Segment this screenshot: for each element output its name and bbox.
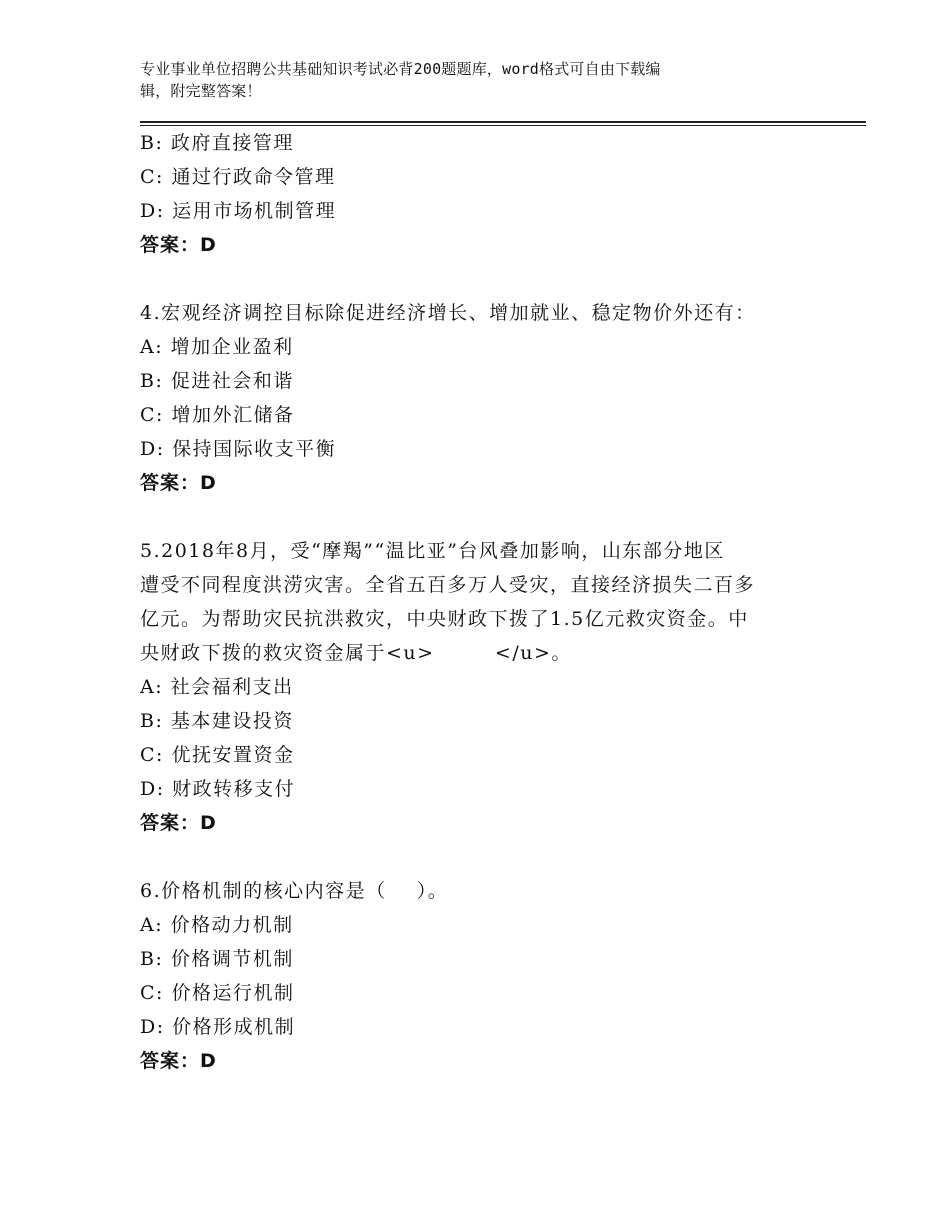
- answer: 答案：D: [140, 472, 217, 494]
- option-c: C: 增加外汇储备: [140, 404, 295, 426]
- option-b: B: 基本建设投资: [140, 710, 294, 732]
- answer: 答案：D: [140, 1050, 217, 1072]
- header-line-1: 专业事业单位招聘公共基础知识考试必背200题题库，word格式可自由下载编: [140, 60, 661, 78]
- option-a: A: 增加企业盈利: [140, 336, 294, 358]
- option-d: D: 财政转移支付: [140, 778, 296, 800]
- question-5: [140, 534, 820, 840]
- question-stem: 4.宏观经济调控目标除促进经济增长、增加就业、稳定物价外还有：: [140, 302, 756, 324]
- question-stem-line: 央财政下拨的救灾资金属于<u> </u>。: [140, 642, 572, 664]
- question-list: [140, 126, 820, 1078]
- option-a: A: 社会福利支出: [140, 676, 294, 698]
- header-line-2: 辑，附完整答案！: [140, 82, 262, 100]
- answer: 答案：D: [140, 812, 217, 834]
- spacer: [140, 262, 820, 296]
- option-c: C: 优抚安置资金: [140, 744, 295, 766]
- option-b: B: 政府直接管理: [140, 132, 294, 154]
- question-4: [140, 296, 820, 500]
- question-3: [140, 126, 820, 262]
- spacer: [140, 840, 820, 874]
- option-b: B: 价格调节机制: [140, 948, 294, 970]
- header-rule-thick: [140, 121, 866, 123]
- spacer: [140, 500, 820, 534]
- page-header: [140, 58, 820, 102]
- option-c: C: 价格运行机制: [140, 982, 295, 1004]
- option-d: D: 价格形成机制: [140, 1016, 296, 1038]
- option-a: A: 价格动力机制: [140, 914, 294, 936]
- answer: 答案：D: [140, 234, 217, 256]
- question-6: [140, 874, 820, 1078]
- question-stem: 6.价格机制的核心内容是（ ）。: [140, 880, 449, 902]
- question-stem-line: 遭受不同程度洪涝灾害。全省五百多万人受灾，直接经济损失二百多: [140, 574, 756, 596]
- option-d: D: 保持国际收支平衡: [140, 438, 337, 460]
- question-stem-line: 5.2018年8月，受“摩羯”“温比亚”台风叠加影响，山东部分地区: [140, 540, 725, 562]
- option-b: B: 促进社会和谐: [140, 370, 294, 392]
- option-c: C: 通过行政命令管理: [140, 166, 336, 188]
- question-stem-line: 亿元。为帮助灾民抗洪救灾，中央财政下拨了1.5亿元救灾资金。中: [140, 608, 749, 630]
- option-d: D: 运用市场机制管理: [140, 200, 337, 222]
